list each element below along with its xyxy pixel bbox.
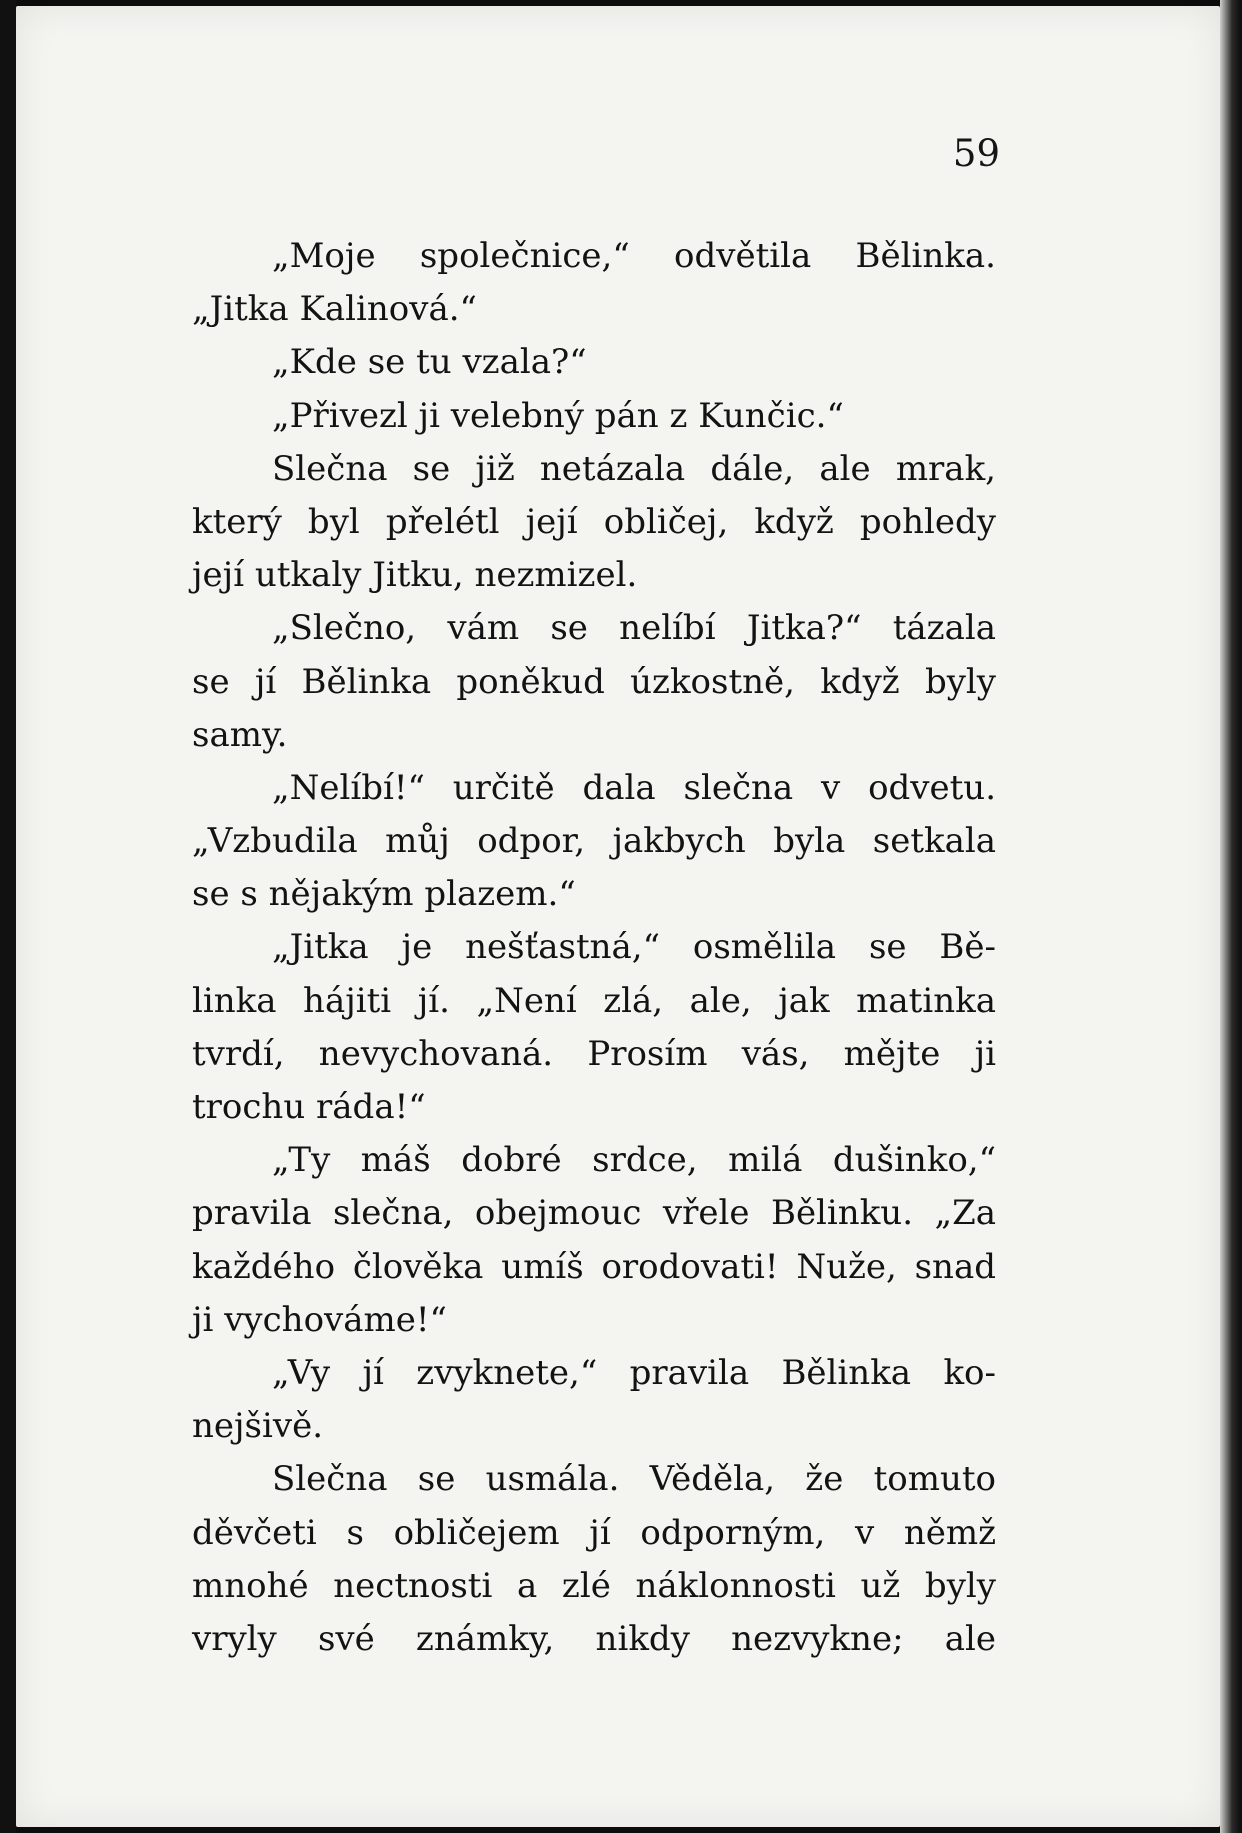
text-line: tvrdí, nevychovaná. Prosím vás, mějte ji (192, 1033, 996, 1074)
text-line: „Jitka je nešťastná,“ osmělila se Bě- (272, 927, 996, 968)
text-line: linka hájiti jí. „Není zlá, ale, jak matinka (192, 980, 996, 1021)
text-line: se jí Bělinka poněkud úzkostně, když byly (192, 661, 996, 702)
text-line: se s nějakým plazem.“ (192, 874, 576, 915)
text-line: pravila slečna, obejmouc vřele Bělinku. „Za (192, 1193, 996, 1234)
text-line: „Vzbudila můj odpor, jakbych byla setkala (192, 821, 996, 862)
body-text (192, 230, 996, 1666)
text-line: „Vy jí zvyknete,“ pravila Bělinka ko- (272, 1352, 996, 1393)
scan-right-edge (1220, 0, 1242, 1833)
scan-left-edge (0, 0, 16, 1833)
text-line: „Kde se tu vzala?“ (272, 342, 587, 383)
text-line: ji vychováme!“ (192, 1299, 447, 1340)
text-line: nejšivě. (192, 1406, 324, 1447)
text-line: který byl přelétl její obličej, když pohledy (192, 501, 996, 542)
text-line: vryly své známky, nikdy nezvykne; ale (192, 1618, 996, 1659)
text-line: trochu ráda!“ (192, 1087, 426, 1127)
text-line: Slečna se usmála. Věděla, že tomuto (272, 1459, 996, 1500)
text-line: „Ty máš dobré srdce, milá dušinko,“ (272, 1140, 996, 1181)
text-line: „Moje společnice,“ odvětila Bělinka. (272, 236, 996, 276)
text-line: samy. (192, 714, 288, 755)
text-line: „Jitka Kalinová.“ (192, 289, 477, 330)
page-number: 59 (952, 132, 1000, 175)
text-line: Slečna se již netázala dále, ale mrak, (272, 448, 996, 489)
text-line: děvčeti s obličejem jí odporným, v němž (192, 1512, 996, 1553)
text-line: každého člověka umíš orodovati! Nuže, snad (192, 1246, 996, 1287)
text-line: její utkaly Jitku, nezmizel. (192, 555, 638, 596)
text-line: „Přivezl ji velebný pán z Kunčic.“ (272, 395, 844, 436)
text-line: „Slečno, vám se nelíbí Jitka?“ tázala (272, 608, 996, 649)
text-line: mnohé nectnosti a zlé náklonnosti už byly (192, 1565, 996, 1606)
text-line: „Nelíbí!“ určitě dala slečna v odvetu. (272, 767, 996, 808)
